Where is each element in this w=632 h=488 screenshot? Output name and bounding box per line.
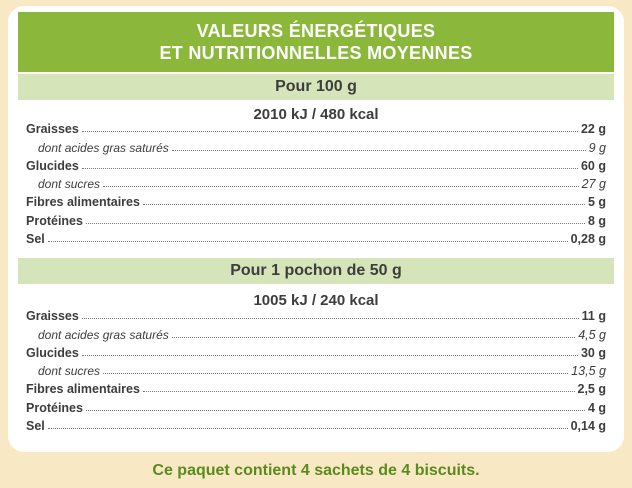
leader-dots (82, 168, 578, 169)
nutrient-row-graisses (26, 118, 606, 136)
nutrient-row-proteines (26, 209, 606, 227)
nutrient-label: Protéines (26, 213, 83, 228)
leader-dots (82, 318, 579, 319)
nutrient-row-sel (26, 415, 606, 433)
leader-dots (82, 131, 578, 132)
nutrient-label: Sel (26, 232, 45, 247)
leader-dots (103, 373, 568, 374)
nutrient-label: Fibres alimentaires (26, 195, 140, 210)
nutrient-label: Glucides (26, 158, 79, 173)
nutrient-label: Sel (26, 419, 45, 434)
nutrient-row-sel (26, 228, 606, 246)
nutrient-row-sucres (26, 173, 606, 191)
nutrient-value: 4,5 g (578, 327, 606, 342)
nutrient-row-satures (26, 323, 606, 341)
leader-dots (143, 391, 575, 392)
nutrient-label: dont acides gras saturés (38, 140, 169, 155)
nutrient-row-graisses (26, 305, 606, 323)
leader-dots (172, 150, 586, 151)
nutrient-label: Glucides (26, 345, 79, 360)
nutrient-label: dont sucres (38, 364, 101, 379)
nutrient-value: 9 g (588, 140, 606, 155)
nutrient-row-glucides (26, 155, 606, 173)
portion-header: Pour 1 pochon de 50 g (18, 258, 614, 284)
nutrient-value: 27 g (581, 177, 606, 192)
per100-energy: 2010 kJ / 480 kcal (253, 105, 379, 123)
leader-dots (103, 186, 579, 187)
nutrient-row-fibres (26, 378, 606, 396)
per100-header: Pour 100 g (18, 74, 614, 100)
nutrient-value: 8 g (587, 213, 606, 228)
nutrient-row-sucres (26, 360, 606, 378)
nutrient-value: 2,5 g (577, 382, 606, 397)
portion-rows (26, 305, 606, 433)
leader-dots (86, 223, 585, 224)
portion-energy: 1005 kJ / 240 kcal (253, 291, 379, 309)
nutrient-value: 5 g (587, 195, 606, 210)
nutrient-value: 22 g (580, 122, 606, 137)
nutrient-value: 30 g (580, 345, 606, 360)
nutrient-row-glucides (26, 342, 606, 360)
nutrient-value: 60 g (580, 158, 606, 173)
leader-dots (86, 410, 585, 411)
nutrient-value: 11 g (581, 309, 606, 324)
leader-dots (48, 241, 568, 242)
nutrient-value: 0,28 g (570, 232, 606, 247)
nutrient-label: Graisses (26, 122, 79, 137)
leader-dots (82, 355, 578, 356)
title-line-2: ET NUTRITIONNELLES MOYENNES (159, 43, 473, 63)
nutrient-row-proteines (26, 396, 606, 414)
nutrient-value: 13,5 g (571, 364, 606, 379)
nutrient-row-fibres (26, 191, 606, 209)
nutrient-value: 4 g (587, 400, 606, 415)
package-note: Ce paquet contient 4 sachets de 4 biscuits. (152, 462, 480, 479)
nutrient-label: dont acides gras saturés (38, 327, 169, 342)
nutrient-label: Fibres alimentaires (26, 382, 140, 397)
nutrient-label: dont sucres (38, 177, 101, 192)
nutrient-row-satures (26, 136, 606, 154)
nutrient-label: Protéines (26, 400, 83, 415)
per100-rows (26, 118, 606, 246)
nutrition-title (18, 12, 614, 72)
nutrient-value: 0,14 g (570, 419, 606, 434)
nutrient-label: Graisses (26, 309, 79, 324)
title-line-1: VALEURS ÉNERGÉTIQUES (196, 21, 436, 41)
leader-dots (143, 204, 585, 205)
leader-dots (172, 337, 575, 338)
leader-dots (48, 428, 568, 429)
